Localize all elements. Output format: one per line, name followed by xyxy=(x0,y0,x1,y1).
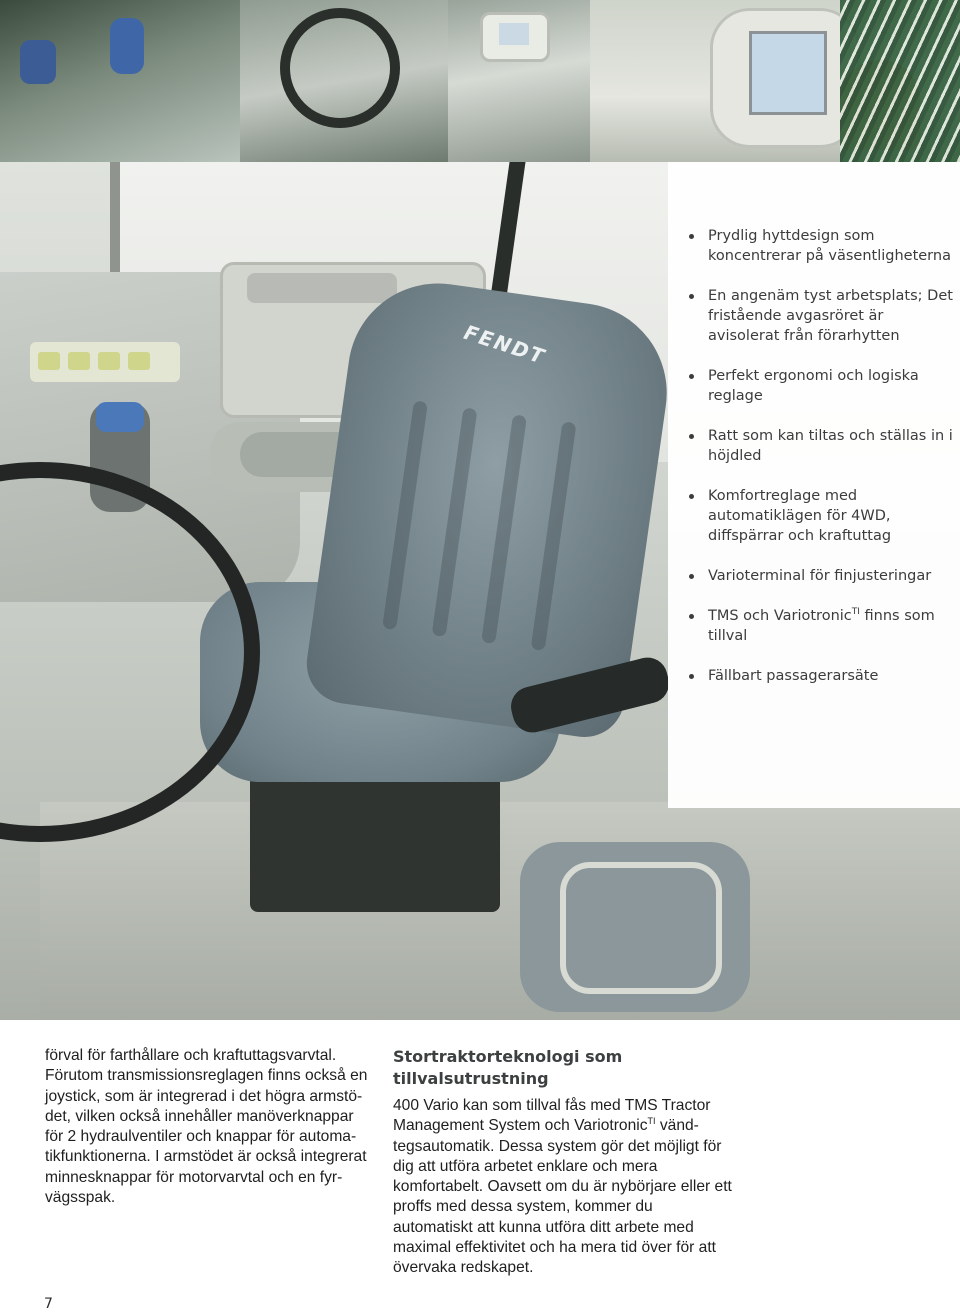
photo-varioterminal xyxy=(590,0,960,162)
feature-item: En angenäm tyst arbetsplats; Det fristående avgasröret är avisolerat från förarhytten xyxy=(686,286,956,346)
right-text-part2: vänd- tegsautomatik. Dessa system gör det möjligt för dig att utföra arbetet enklare och mera komfortabelt. Oavsett om du är nybörjare eller ett proffs med dessa system, kommer du automatiskt att kunna utföra ditt arbete med maximal effektivitet och ha mera tid över för att övervaka redskapet. xyxy=(393,1117,732,1277)
variotronic-superscript: TI xyxy=(647,1116,656,1127)
section-heading: Stortraktorteknologi som tillvalsutrustning xyxy=(393,1047,623,1088)
feature-panel xyxy=(668,162,960,808)
blue-lever xyxy=(110,18,144,74)
feature-item: Prydlig hyttdesign som koncentrerar på väsentligheterna xyxy=(686,226,956,266)
button-panel xyxy=(30,342,180,382)
small-console xyxy=(480,12,550,62)
seat-brand-logo: FENDT xyxy=(461,320,549,369)
left-paragraph: förval för farthållare och kraftuttagsvarvtal. Förutom transmissionsreglagen finns också en joystick, som är integrerad i det högra armstö- det, vilken också innehåller manöverknappar för 2 hydraulventiler och knappar för automa- tikfunktionerna. I armstödet är också integrerat minnesknappar för motorvarvtal och en fyr- vägsspak. xyxy=(45,1047,368,1207)
photo-joystick-closeup xyxy=(0,0,240,162)
feature-item: Varioterminal för finjusteringar xyxy=(686,566,956,586)
photo-steering-wheel xyxy=(240,0,448,162)
varioterminal-device xyxy=(710,8,860,148)
tms-text: TMS och Variotronic xyxy=(708,608,852,624)
steering-wheel xyxy=(280,8,400,128)
cab-floor xyxy=(40,802,960,1020)
right-text-part1: 400 Vario kan som tillval fås med TMS Tractor Management System och Variotronic xyxy=(393,1097,711,1135)
control-buttons xyxy=(20,40,56,84)
feature-item-tms xyxy=(686,606,956,646)
tms-text-after: finns som tillval xyxy=(708,608,935,644)
forest-background xyxy=(840,0,960,162)
left-text-column xyxy=(45,1046,375,1208)
page-number: 7 xyxy=(44,1296,53,1312)
feature-item: Perfekt ergonomi och logiska reglage xyxy=(686,366,956,406)
passenger-seat xyxy=(520,842,750,1012)
right-paragraph xyxy=(393,1096,733,1279)
joystick-buttons xyxy=(96,402,144,432)
feature-item: Fällbart passagerarsäte xyxy=(686,666,956,686)
right-text-column xyxy=(393,1046,733,1279)
feature-list xyxy=(686,226,956,706)
tms-superscript: TI xyxy=(851,607,860,618)
feature-item: Ratt som kan tiltas och ställas in i höjdled xyxy=(686,426,956,466)
top-photo-strip xyxy=(0,0,960,162)
feature-item: Komfortreglage med automatiklägen för 4WD, diffspärrar och kraftuttag xyxy=(686,486,956,546)
seat-suspension xyxy=(250,762,500,912)
photo-small-console xyxy=(448,0,590,162)
